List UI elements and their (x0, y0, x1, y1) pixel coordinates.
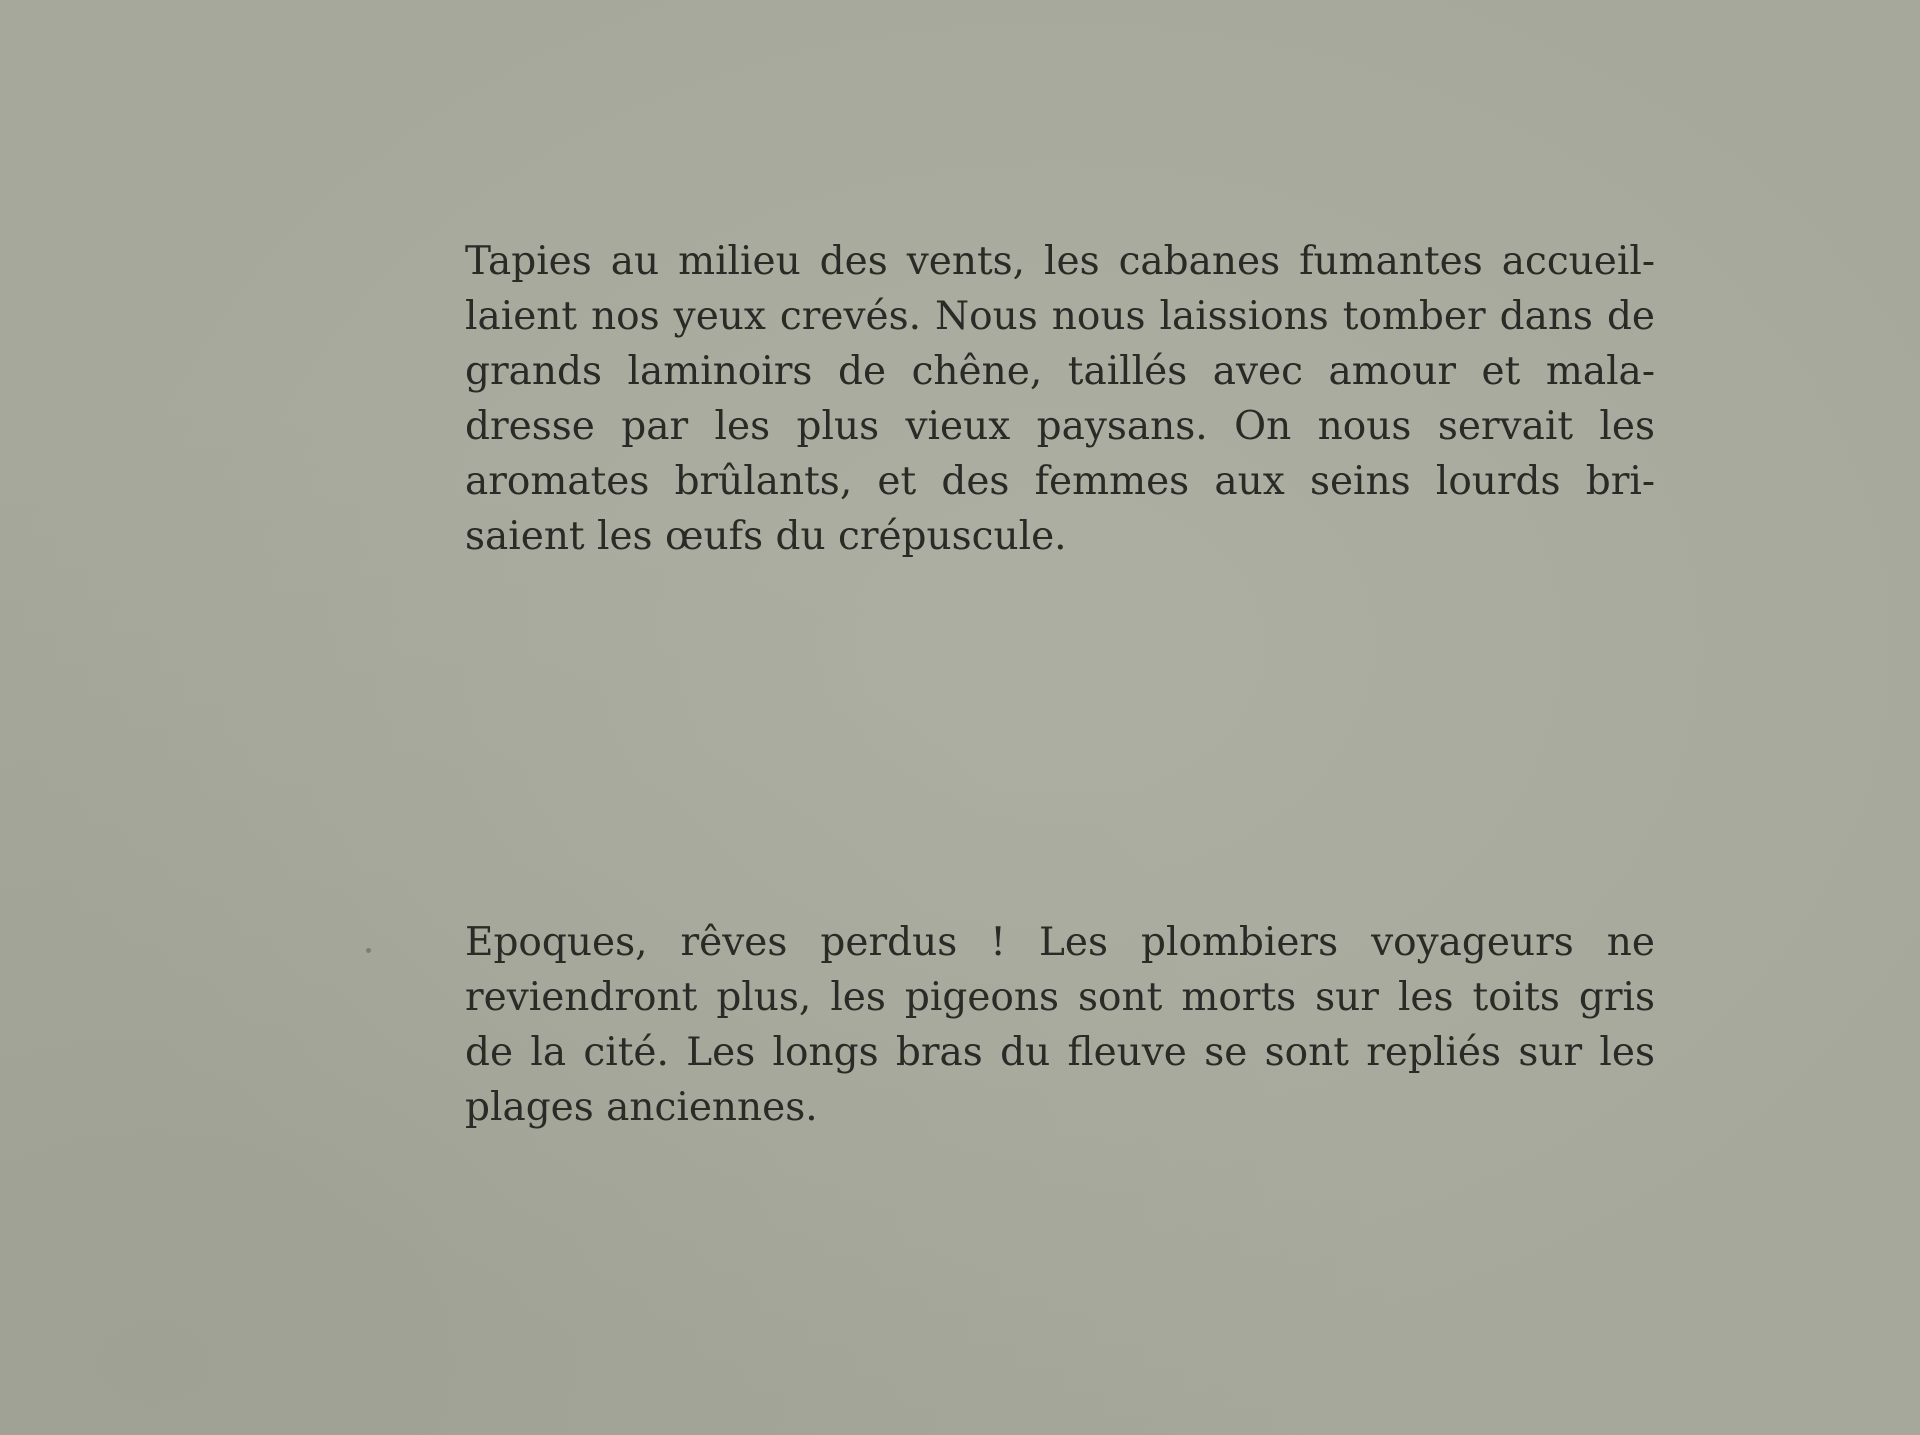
text-line: laient nos yeux crevés. Nous nous laissions tomber dans de (465, 294, 1655, 339)
text-line: reviendront plus, les pigeons sont morts sur les toits gris (465, 975, 1655, 1020)
text-line: grands laminoirs de chêne, taillés avec amour et mala- (465, 349, 1655, 394)
text-line: Tapies au milieu des vents, les cabanes fumantes accueil- (465, 239, 1655, 284)
paragraph-1 (465, 234, 1655, 564)
paper-speck (366, 948, 371, 953)
text-line: plages anciennes. (465, 1085, 818, 1130)
paragraph-2 (465, 915, 1655, 1135)
text-line: saient les œufs du crépuscule. (465, 514, 1067, 559)
text-line: aromates brûlants, et des femmes aux seins lourds bri- (465, 459, 1655, 504)
text-line: dresse par les plus vieux paysans. On nous servait les (465, 404, 1655, 449)
text-line: Epoques, rêves perdus ! Les plombiers voyageurs ne (465, 920, 1655, 965)
text-line: de la cité. Les longs bras du fleuve se sont repliés sur les (465, 1030, 1655, 1075)
